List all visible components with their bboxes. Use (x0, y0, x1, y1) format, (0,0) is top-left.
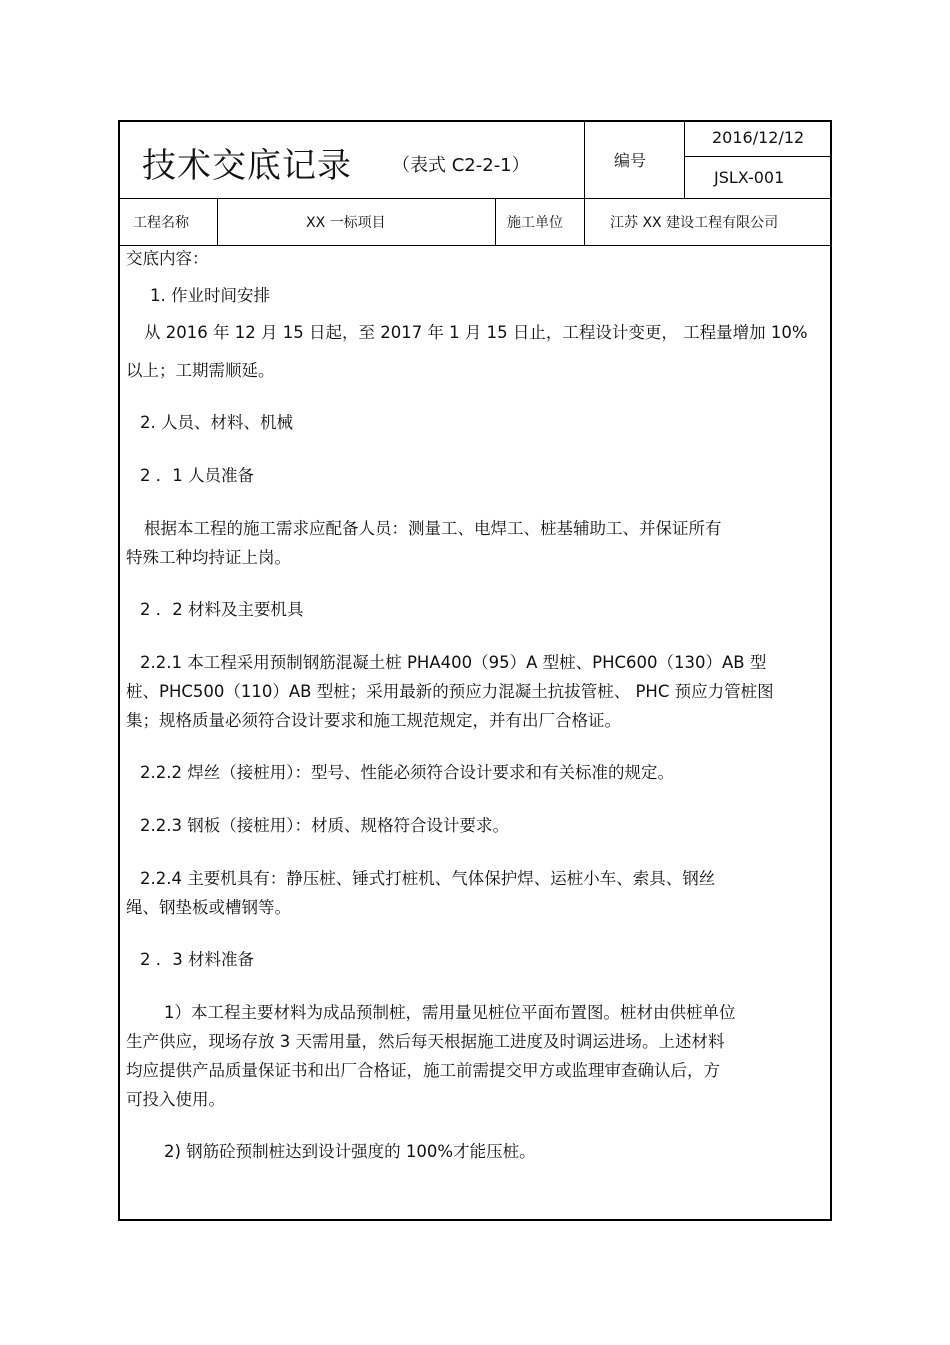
content-line: 2.2.1 本工程采用预制钢筋混凝土桩 PHA400（95）A 型桩、PHC600（130）AB 型 (140, 653, 767, 672)
content-line: 2. 人员、材料、机械 (140, 413, 293, 432)
record-date: 2016/12/12 (712, 128, 805, 147)
content-line: 2 ．3 材料准备 (140, 950, 254, 969)
content-line: 桩、PHC500（110）AB 型桩；采用最新的预应力混凝土抗拔管桩、 PHC 预应力管桩图 (126, 682, 774, 701)
contractor-label: 施工单位 (507, 215, 563, 231)
title-cell-divider (584, 120, 585, 198)
content-line: 1. 作业时间安排 (150, 286, 270, 305)
contractor-value: 江苏 XX 建设工程有限公司 (610, 215, 779, 231)
content-line: 集；规格质量必须符合设计要求和施工规范规定，并有出厂合格证。 (126, 711, 621, 730)
form-code: （表式 C2-2-1） (392, 155, 530, 176)
number-label: 编号 (614, 151, 647, 170)
header-bottom-line (118, 198, 832, 199)
content-line: 1）本工程主要材料为成品预制桩，需用量见桩位平面布置图。桩材由供桩单位 (164, 1003, 736, 1022)
project-name-value: XX 一标项目 (306, 215, 386, 231)
content-line: 2.2.2 焊丝（接桩用）：型号、性能必须符合设计要求和有关标准的规定。 (140, 763, 674, 782)
number-label-divider (684, 120, 685, 198)
content-line: 2.2.3 钢板（接桩用）：材质、规格符合设计要求。 (140, 816, 509, 835)
content-line: 生产供应，现场存放 3 天需用量，然后每天根据施工进度及时调运进场。上述材料 (126, 1032, 725, 1051)
project-name-label: 工程名称 (133, 215, 189, 231)
content-line: 从 2016 年 12 月 15 日起，至 2017 年 1 月 15 日止，工程设计变更， 工程量增加 10% (144, 323, 808, 342)
content-heading: 交底内容： (126, 249, 209, 268)
page-title: 技术交底记录 (142, 146, 352, 186)
content-line: 2) 钢筋砼预制桩达到设计强度的 100%才能压桩。 (164, 1142, 536, 1161)
contractor-label-divider (584, 198, 585, 245)
content-line: 2 ．1 人员准备 (140, 466, 254, 485)
content-line: 根据本工程的施工需求应配备人员：测量工、电焊工、桩基辅助工、并保证所有 (144, 519, 722, 538)
content-line: 2.2.4 主要机具有：静压桩、锤式打桩机、气体保护焊、运桩小车、索具、钢丝 (140, 869, 716, 888)
info-row-bottom-line (118, 245, 832, 246)
content-line: 以上；工期需顺延。 (126, 361, 275, 380)
project-label-divider (217, 198, 218, 245)
content-line: 绳、钢垫板或槽钢等。 (126, 898, 291, 917)
record-serial: JSLX-001 (714, 168, 785, 187)
content-line: 均应提供产品质量保证书和出厂合格证，施工前需提交甲方或监理审查确认后，方 (126, 1061, 720, 1080)
content-line: 特殊工种均持证上岗。 (126, 548, 291, 567)
content-line: 可投入使用。 (126, 1090, 225, 1109)
project-value-divider (495, 198, 496, 245)
content-line: 2 ．2 材料及主要机具 (140, 600, 304, 619)
number-cell-divider (684, 156, 832, 157)
